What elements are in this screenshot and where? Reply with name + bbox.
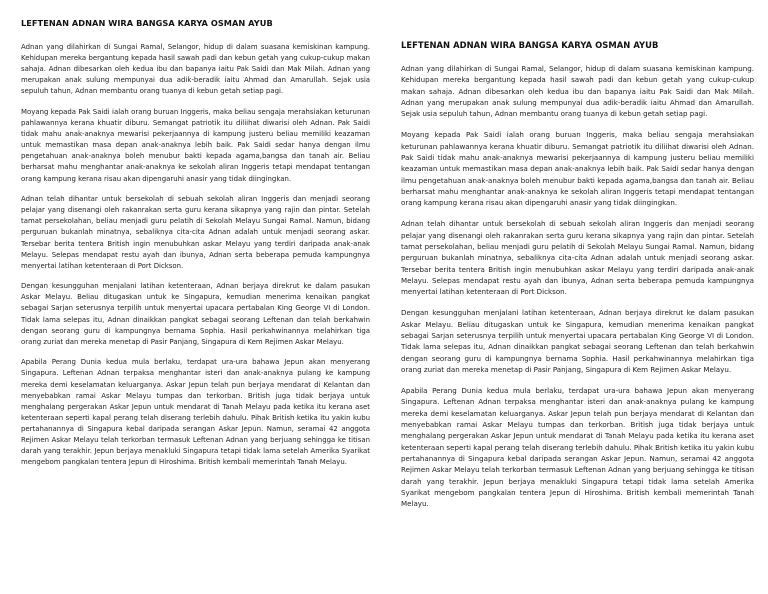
right-page (384, 0, 768, 594)
paragraph-4: Dengan kesungguhan menjalani latihan ketenteraan, Adnan berjaya direkrut ke dalam pasukan Askar Melayu. Beliau ditugaskan untuk ke Singapura, kemudian menerima kenaikan pangkat sebagai Sarjan seterusnya terpilih untuk menyertai upacara pertabalan King George VI di London. Tidak lama selepas itu, Adnan dinaikkan pangkat sebagai seorang Leftenan dan telah berkahwin dengan seorang guru di kampungnya bernama Sophia. Hasil perkahwinannya melahirkan tiga orang zuriat dan mereka menetap di Pasir Panjang, Singapura di Kem Rejimen Askar Melayu. (401, 308, 754, 375)
paragraph-2: Moyang kepada Pak Saidi ialah orang buruan Inggeris, maka beliau sengaja merahsiakan keturunan pahlawannya kerana khuatir diburu. Semangat patriotik itu diliihat diwarisi oleh Adnan. Pak Saidi tidak mahu anak-anaknya mewarisi pekerjaannya di kampung justeru beliau memiliki keazaman untuk memastikan masa depan anak-anaknya lebih baik. Pak Saidi sedar hanya dengan ilmu pengetahuan anak-anaknya boleh menubur bakti kepada agama,bangsa dan tanah air. Beliau berharsat mahu menghantar anak-anaknya ke sekolah aliran Inggeris tetapi mendapat tentangan orang kampung kerana risau akan dipengaruhi anasir yang tidak diingingkan. (401, 130, 754, 208)
paragraph-4: Dengan kesungguhan menjalani latihan ketenteraan, Adnan berjaya direkrut ke dalam pasukan Askar Melayu. Beliau ditugaskan untuk ke Singapura, kemudian menerima kenaikan pangkat sebagai Sarjan seterusnya terpilih untuk menyertai upacara pertabalan King George VI di London. Tidak lama selepas itu, Adnan dinaikkan pangkat sebagai seorang Leftenan dan telah berkahwin dengan seorang guru di kampungnya bernama Sophia. Hasil perkahwinannya melahirkan tiga orang zuriat dan mereka menetap di Pasir Panjang, Singapura di Kem Rejimen Askar Melayu. (21, 282, 370, 346)
paragraph-3: Adnan telah dihantar untuk bersekolah di sebuah sekolah aliran Inggeris dan menjadi seorang pelajar yang disenangi oleh rakanrakan serta guru kerana sikapnya yang rajin dan pintar. Setelah tamat persekolahan, beliau menjadi guru pelatih di Sekolah Melayu Sungai Ramal. Namun, bidang perguruan bukanlah minatnya, sebaliknya cita-cita Adnan adalah untuk menjadi seorang askar. Tersebar berita tentera British ingin menubuhkan askar Melayu yang terdiri daripada anak-anak Melayu. Selepas mendapat restu ayah dan ibunya, Adnan serta beberapa pemuda kampungnya menyertai latihan ketenteraan di Port Dickson. (21, 195, 370, 270)
paragraph-1: Adnan yang dilahirkan di Sungai Ramal, Selangor, hidup di dalam suasana kemiskinan kampung. Kehidupan mereka bergantung kepada hasil sawah padi dan kebun getah yang cukup-cukup makan sahaja. Adnan dibesarkan oleh kedua ibu dan bapanya iaitu Pak Saidi dan Mak Milah. Adnan yang merupakan anak sulung mempunyai dua adik-beradik iaitu Ahmad dan Amarullah. Sejak usia sepuluh tahun, Adnan membantu orang tuanya di kebun getah setiap pagi. (21, 43, 370, 96)
paragraph-3: Adnan telah dihantar untuk bersekolah di sebuah sekolah aliran Inggeris dan menjadi seorang pelajar yang disenangi oleh rakanrakan serta guru kerana sikapnya yang rajin dan pintar. Setelah tamat persekolahan, beliau menjadi guru pelatih di Sekolah Melayu Sungai Ramal. Namun, bidang perguruan bukanlah minatnya, sebaliknya cita-cita Adnan adalah untuk menjadi seorang askar. Tersebar berita tentera British ingin menubuhkan askar Melayu yang terdiri daripada anak-anak Melayu. Selepas mendapat restu ayah dan ibunya, Adnan serta beberapa pemuda kampungnya menyertai latihan ketenteraan di Port Dickson. (401, 219, 754, 297)
paragraph-5: Apabila Perang Dunia kedua mula berlaku, terdapat ura-ura bahawa Jepun akan menyerang Singapura. Leftenan Adnan terpaksa menghantar isteri dan anak-anaknya pulang ke kampung mereka demi keselamatan keluarganya. Askar Jepun telah pun berjaya mendarat di Kelantan dan menyebabkan ramai Askar Melayu tumpas dan terkorban. British juga tidak berjaya untuk menghalang pergerakan Askar Jepun untuk mendarat di Tanah Melayu pada ketika itu kerana aset ketenteraan seperti kapal perang telah diserang terlebih dahulu. Pihak British ketika itu yakin kubu pertahanannya di Singapura kebal daripada serangan Askar Jepun. Namun, seramai 42 anggota Rejimen Askar Melayu telah terkorban termasuk Leftenan Adnan yang berjuang sehingga ke titisan darah yang terakhir. Jepun berjaya menakluki Singapura tetapi tidak lama setelah Amerika Syarikat mengebom pangkalan tentera Jepun di Hiroshima. British kembali memerintah Tanah Melayu. (21, 358, 370, 467)
page-title: LEFTENAN ADNAN WIRA BANGSA KARYA OSMAN AYUB (21, 18, 273, 28)
paragraph-2: Moyang kepada Pak Saidi ialah orang buruan Inggeris, maka beliau sengaja merahsiakan keturunan pahlawannya kerana khuatir diburu. Semangat patriotik itu diliihat diwarisi oleh Adnan. Pak Saidi tidak mahu anak-anaknya mewarisi pekerjaannya di kampung justeru beliau memiliki keazaman untuk memastikan masa depan anak-anaknya lebih baik. Pak Saidi sedar hanya dengan ilmu pengetahuan anak-anaknya boleh menubur bakti kepada agama,bangsa dan tanah air. Beliau berharsat mahu menghantar anak-anaknya ke sekolah aliran Inggeris tetapi mendapat tentangan orang kampung kerana risau akan dipengaruhi anasir yang tidak diingingkan. (21, 107, 370, 183)
paragraph-1: Adnan yang dilahirkan di Sungai Ramal, Selangor, hidup di dalam suasana kemiskinan kampung. Kehidupan mereka bergantung kepada hasil sawah padi dan kebun getah yang cukup-cukup makan sahaja. Adnan dibesarkan oleh kedua ibu dan bapanya iaitu Pak Saidi dan Mak Milah. Adnan yang merupakan anak sulung mempunyai dua adik-beradik iaitu Ahmad dan Amarullah. Sejak usia sepuluh tahun, Adnan membantu orang tuanya di kebun getah setiap pagi. (401, 64, 754, 119)
paragraph-5: Apabila Perang Dunia kedua mula berlaku, terdapat ura-ura bahawa Jepun akan menyerang Singapura. Leftenan Adnan terpaksa menghantar isteri dan anak-anaknya pulang ke kampung mereka demi keselamatan keluarganya. Askar Jepun telah pun berjaya mendarat di Kelantan dan menyebabkan ramai Askar Melayu tumpas dan terkorban. British juga tidak berjaya untuk menghalang pergerakan Askar Jepun untuk mendarat di Tanah Melayu pada ketika itu kerana aset ketenteraan seperti kapal perang telah diserang terlebih dahulu. Pihak British ketika itu yakin kubu pertahanannya di Singapura kebal daripada serangan Askar Jepun. Namun, seramai 42 anggota Rejimen Askar Melayu telah terkorban termasuk Leftenan Adnan yang berjuang sehingga ke titisan darah yang terakhir. Jepun berjaya menakluki Singapura tetapi tidak lama setelah Amerika Syarikat mengebom pangkalan tentera Jepun di Hiroshima. British kembali memerintah Tanah Melayu. (401, 385, 754, 509)
page-title: LEFTENAN ADNAN WIRA BANGSA KARYA OSMAN AYUB (401, 40, 659, 50)
